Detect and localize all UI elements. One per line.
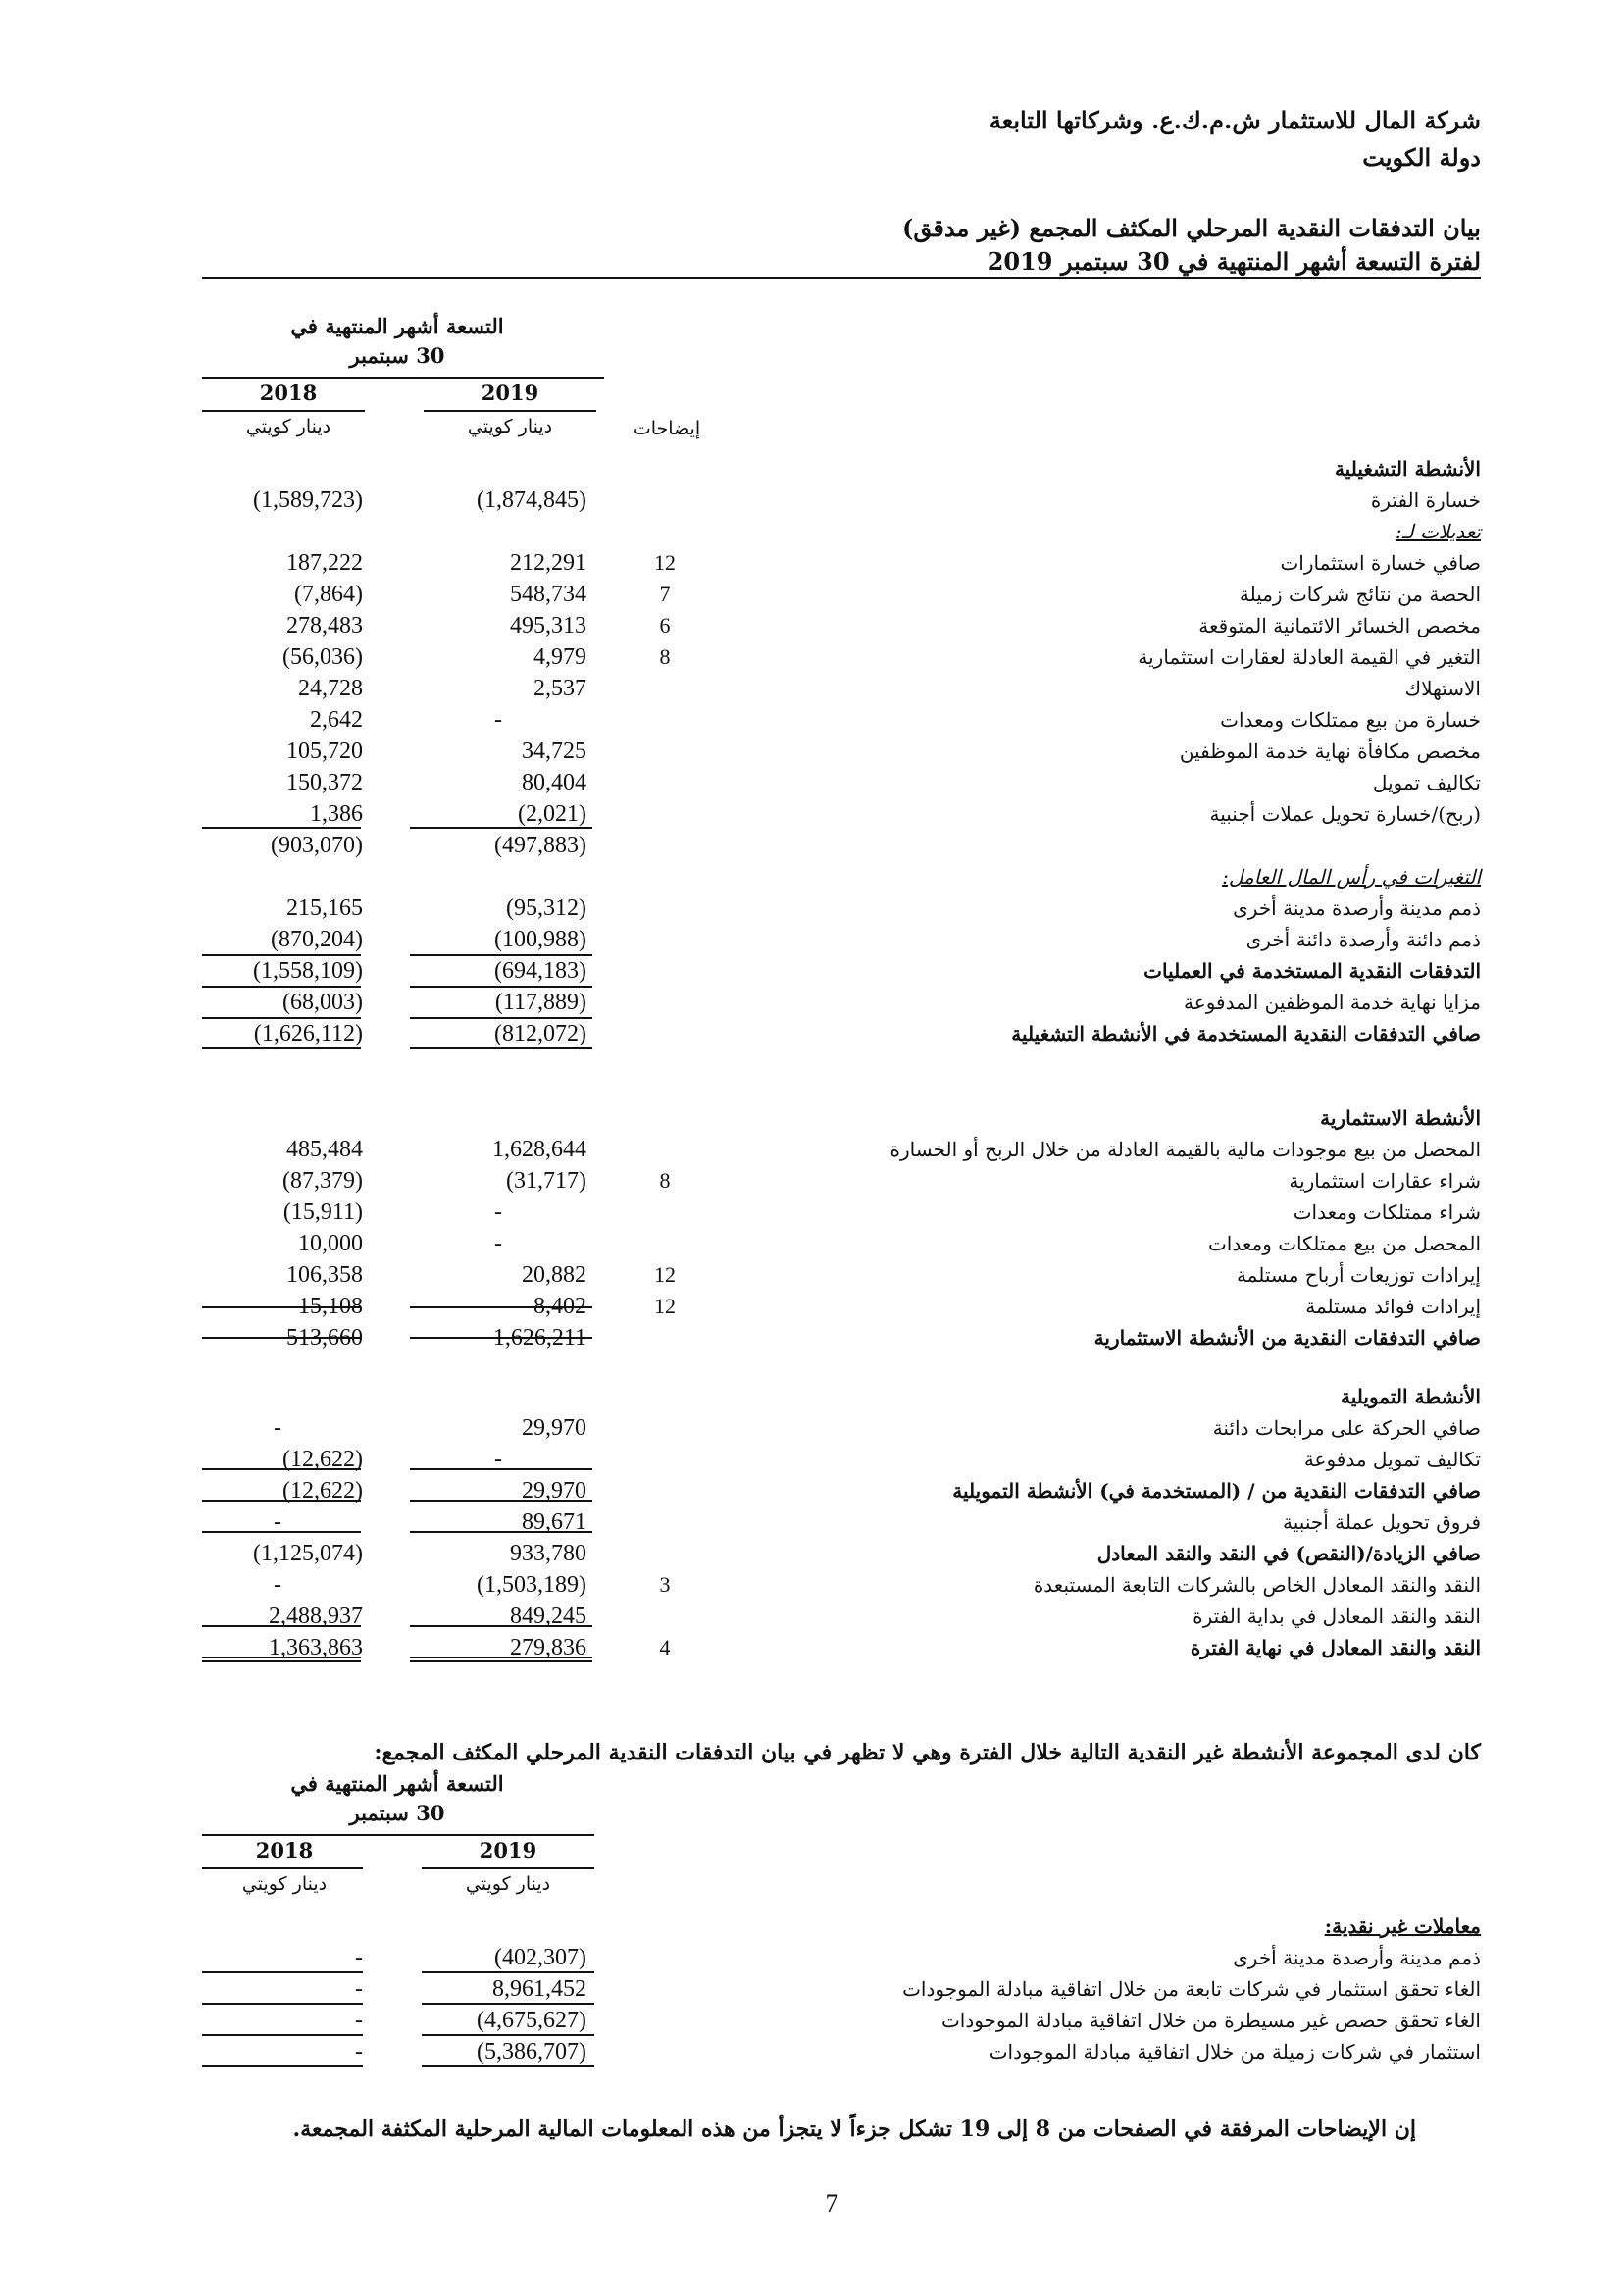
row-note: 7 xyxy=(659,582,671,606)
row-label: مزايا نهاية خدمة الموظفين المدفوعة xyxy=(1184,991,1481,1014)
value-2019: 20,882 xyxy=(522,1262,586,1288)
table-row xyxy=(0,1475,1624,1506)
value-2018: (56,036) xyxy=(282,644,363,670)
value-2018: - xyxy=(274,1509,281,1535)
value-2019: (1,503,189) xyxy=(477,1572,586,1598)
table-row xyxy=(0,1632,1624,1663)
value-2019: (31,717) xyxy=(506,1168,586,1194)
noncash-title: معاملات غير نقدية: xyxy=(1324,1914,1481,1938)
value-2019: - xyxy=(494,1447,502,1472)
table-row xyxy=(0,830,1624,861)
value-2019: 89,671 xyxy=(522,1509,586,1535)
noncash-value-2019: (402,307) xyxy=(494,1945,586,1970)
total-rule-2019 xyxy=(410,1337,592,1339)
year-2019-rule xyxy=(424,410,596,412)
row-label: خسارة من بيع ممتلكات ومعدات xyxy=(1220,708,1481,732)
value-2019: 29,970 xyxy=(522,1415,586,1441)
value-2019: 8,402 xyxy=(533,1294,586,1319)
value-2019: 212,291 xyxy=(510,550,586,576)
period-heading-line1: التسعة أشهر المنتهية في xyxy=(290,314,504,338)
row-note: 12 xyxy=(654,1262,676,1287)
table-row xyxy=(0,547,1624,579)
value-2018: (12,622) xyxy=(282,1447,363,1472)
row-label: النقد والنقد المعادل في بداية الفترة xyxy=(1193,1605,1481,1628)
value-2018: - xyxy=(274,1415,281,1441)
row-label: ذمم دائنة وأرصدة دائنة أخرى xyxy=(1245,928,1481,951)
noncash-year-2018-heading: 2018 xyxy=(255,1838,314,1862)
table-row xyxy=(0,1412,1624,1444)
value-2019: 279,836 xyxy=(510,1635,586,1660)
value-2019: (497,883) xyxy=(494,833,586,858)
noncash-row-label: الغاء تحقق حصص غير مسيطرة من خلال اتفاقية مبادلة الموجودات xyxy=(940,2009,1481,2032)
noncash-value-2018: - xyxy=(355,2008,363,2033)
value-2018: (12,622) xyxy=(282,1478,363,1504)
value-2018: 513,660 xyxy=(286,1325,363,1351)
row-label: صافي التدفقات النقدية من / (المستخدمة في) الأنشطة التمويلية xyxy=(952,1479,1481,1503)
table-row xyxy=(0,1506,1624,1538)
footer-note: إن الإيضاحات المرفقة في الصفحات من 8 إلى 19 تشكل جزءاً لا يتجزأ من هذه المعلومات المالية المرحلية المكثفة المجمعة. xyxy=(292,2116,1416,2142)
value-2018: (1,589,723) xyxy=(253,487,363,513)
noncash-row xyxy=(0,1973,1624,2005)
currency-2018-heading: دينار كويتي xyxy=(245,416,331,437)
noncash-value-2019: (5,386,707) xyxy=(477,2039,586,2065)
table-row xyxy=(0,1102,1624,1134)
value-2019: (1,874,845) xyxy=(477,487,586,513)
table-row xyxy=(0,1444,1624,1475)
subtotal-rule-2019 xyxy=(410,1306,592,1308)
row-label: إيرادات فوائد مستلمة xyxy=(1305,1295,1481,1318)
value-2018: 485,484 xyxy=(286,1137,363,1162)
total-double-rule-2019 xyxy=(410,1660,592,1662)
value-2018: 2,488,937 xyxy=(269,1604,363,1629)
row-note: 12 xyxy=(654,1294,676,1318)
total-rule-2018 xyxy=(202,1047,361,1049)
subtotal-rule-2019 xyxy=(410,1625,592,1627)
noncash-currency-2018: دينار كويتي xyxy=(241,1873,328,1895)
row-note: 3 xyxy=(659,1572,671,1597)
value-2019: - xyxy=(494,707,502,733)
value-2019: (694,183) xyxy=(494,958,586,984)
subtotal-rule-2019 xyxy=(410,1017,592,1019)
total-rule-2019 xyxy=(410,1657,592,1658)
table-row xyxy=(0,1538,1624,1569)
value-2019: 849,245 xyxy=(510,1604,586,1629)
row-label: تكاليف تمويل مدفوعة xyxy=(1303,1448,1481,1471)
period-heading-line2: 30 سبتمبر xyxy=(349,343,445,368)
row-label: فروق تحويل عملة أجنبية xyxy=(1283,1510,1481,1534)
table-row xyxy=(0,736,1624,767)
row-note: 8 xyxy=(659,1168,671,1193)
row-label: صافي خسارة استثمارات xyxy=(1280,551,1481,575)
value-2018: (7,864) xyxy=(294,582,363,607)
table-row xyxy=(0,1165,1624,1197)
noncash-rule-2018 xyxy=(202,2065,363,2067)
row-label: تعديلات لـ: xyxy=(1395,520,1481,543)
value-2018: 187,222 xyxy=(286,550,363,576)
currency-2019-heading: دينار كويتي xyxy=(467,416,553,437)
noncash-period-heading-line2: 30 سبتمبر xyxy=(349,1801,445,1825)
row-label: خسارة الفترة xyxy=(1370,488,1481,512)
subtotal-rule-2018 xyxy=(202,1017,361,1019)
noncash-value-2019: 8,961,452 xyxy=(492,1976,586,2002)
row-label: شراء عقارات استثمارية xyxy=(1289,1169,1481,1193)
noncash-row xyxy=(0,2005,1624,2036)
statement-period: لفترة التسعة أشهر المنتهية في 30 سبتمبر 2019 xyxy=(987,247,1481,276)
value-2019: 80,404 xyxy=(522,770,586,795)
row-label: مخصص الخسائر الائتمانية المتوقعة xyxy=(1198,614,1481,637)
subtotal-rule-2019 xyxy=(410,827,592,829)
table-row xyxy=(0,516,1624,547)
row-note: 4 xyxy=(659,1635,671,1659)
value-2018: 278,483 xyxy=(286,613,363,638)
value-2019: 548,734 xyxy=(510,582,586,607)
subtotal-rule-2018 xyxy=(202,1306,361,1308)
table-row xyxy=(0,610,1624,641)
table-row xyxy=(0,861,1624,892)
noncash-rule-2019 xyxy=(422,2065,594,2067)
noncash-value-2019: (4,675,627) xyxy=(477,2008,586,2033)
value-2018: 24,728 xyxy=(298,676,363,701)
table-row xyxy=(0,1134,1624,1165)
noncash-intro: كان لدى المجموعة الأنشطة غير النقدية التالية خلال الفترة وهي لا تظهر في بيان التدفقات النقدية المرحلي المكثف المجمع: xyxy=(374,1740,1481,1765)
value-2018: (1,626,112) xyxy=(253,1021,363,1046)
value-2018: 15,108 xyxy=(298,1294,363,1319)
noncash-period-rule xyxy=(202,1834,594,1836)
value-2019: 495,313 xyxy=(510,613,586,638)
table-row xyxy=(0,924,1624,955)
noncash-value-2018: - xyxy=(355,1945,363,1970)
value-2019: (2,021) xyxy=(518,801,586,827)
noncash-currency-2019: دينار كويتي xyxy=(465,1873,551,1895)
table-row xyxy=(0,798,1624,830)
year-2018-heading: 2018 xyxy=(259,381,318,405)
row-label: المحصل من بيع موجودات مالية بالقيمة العادلة من خلال الربح أو الخسارة xyxy=(889,1138,1481,1161)
notes-heading: إيضاحات xyxy=(633,418,701,439)
page-number: 7 xyxy=(825,2189,838,2218)
company-name: شركة المال للاستثمار ش.م.ك.ع. وشركاتها التابعة xyxy=(989,106,1481,134)
table-row xyxy=(0,673,1624,704)
table-row xyxy=(0,892,1624,924)
value-2018: 1,386 xyxy=(310,801,363,827)
year-2018-rule xyxy=(202,410,365,412)
subtotal-rule-2019 xyxy=(410,1500,592,1502)
value-2018: (1,125,074) xyxy=(253,1541,363,1566)
row-label: إيرادات توزيعات أرباح مستلمة xyxy=(1236,1263,1481,1287)
row-label: الأنشطة الاستثمارية xyxy=(1320,1106,1481,1130)
table-row xyxy=(0,1381,1624,1412)
table-row xyxy=(0,484,1624,516)
row-label: ذمم مدينة وأرصدة مدينة أخرى xyxy=(1233,896,1481,920)
row-label: الأنشطة التشغيلية xyxy=(1334,457,1481,481)
value-2019: (117,889) xyxy=(494,990,586,1015)
table-row xyxy=(0,1259,1624,1291)
noncash-year-2018-rule xyxy=(202,1867,363,1869)
table-row xyxy=(0,579,1624,610)
row-label: صافي الزيادة/(النقص) في النقد والنقد المعادل xyxy=(1096,1542,1481,1565)
row-label: التغير في القيمة العادلة لعقارات استثمارية xyxy=(1138,645,1481,669)
noncash-value-2018: - xyxy=(355,2039,363,2065)
row-note: 12 xyxy=(654,550,676,575)
value-2018: 105,720 xyxy=(286,739,363,764)
row-note: 8 xyxy=(659,644,671,669)
value-2018: 215,165 xyxy=(286,895,363,921)
row-note: 6 xyxy=(659,613,671,637)
value-2018: (87,379) xyxy=(282,1168,363,1194)
value-2019: 933,780 xyxy=(510,1541,586,1566)
statement-title: بيان التدفقات النقدية المرحلي المكثف المجمع (غير مدقق) xyxy=(902,214,1481,242)
header-rule xyxy=(202,277,1481,279)
period-heading-rule xyxy=(202,377,604,379)
value-2018: 106,358 xyxy=(286,1262,363,1288)
row-label: صافي الحركة على مرابحات دائنة xyxy=(1212,1416,1481,1440)
value-2019: (95,312) xyxy=(506,895,586,921)
total-double-rule-2018 xyxy=(202,1660,361,1662)
value-2019: - xyxy=(494,1199,502,1225)
value-2019: 1,626,211 xyxy=(492,1325,586,1351)
table-row xyxy=(0,453,1624,484)
subtotal-rule-2019 xyxy=(410,954,592,956)
table-row xyxy=(0,1228,1624,1259)
row-label: الأنشطة التمويلية xyxy=(1341,1385,1481,1408)
value-2019: - xyxy=(494,1231,502,1256)
table-row xyxy=(0,955,1624,987)
row-label: شراء ممتلكات ومعدات xyxy=(1293,1200,1481,1224)
value-2019: 34,725 xyxy=(522,739,586,764)
subtotal-rule-2018 xyxy=(202,1625,361,1627)
value-2019: 29,970 xyxy=(522,1478,586,1504)
subtotal-rule-2018 xyxy=(202,1468,361,1470)
row-label: التغيرات في رأس المال العامل: xyxy=(1222,865,1481,889)
value-2018: (1,558,109) xyxy=(253,958,363,984)
table-row xyxy=(0,767,1624,798)
noncash-year-2019-rule xyxy=(422,1867,594,1869)
subtotal-rule-2018 xyxy=(202,986,361,988)
subtotal-rule-2019 xyxy=(410,986,592,988)
value-2019: (812,072) xyxy=(494,1021,586,1046)
value-2018: 150,372 xyxy=(286,770,363,795)
subtotal-rule-2018 xyxy=(202,1500,361,1502)
row-label: صافي التدفقات النقدية المستخدمة في الأنشطة التشغيلية xyxy=(1011,1022,1481,1045)
subtotal-rule-2019 xyxy=(410,1531,592,1533)
row-label: مخصص مكافأة نهاية خدمة الموظفين xyxy=(1179,739,1481,763)
country: دولة الكويت xyxy=(1362,143,1481,172)
value-2018: (870,204) xyxy=(271,927,363,952)
noncash-year-2019-heading: 2019 xyxy=(479,1838,537,1862)
table-row xyxy=(0,1197,1624,1228)
noncash-row-label: ذمم مدينة وأرصدة مدينة أخرى xyxy=(1233,1946,1481,1969)
subtotal-rule-2018 xyxy=(202,954,361,956)
row-label: النقد والنقد المعادل الخاص بالشركات التابعة المستبعدة xyxy=(1033,1573,1481,1597)
subtotal-rule-2018 xyxy=(202,1531,361,1533)
table-row xyxy=(0,1601,1624,1632)
total-rule-2018 xyxy=(202,1657,361,1658)
noncash-row xyxy=(0,1942,1624,1973)
row-label: تكاليف تمويل xyxy=(1372,771,1481,794)
value-2018: (903,070) xyxy=(271,833,363,858)
table-row xyxy=(0,641,1624,673)
value-2018: (15,911) xyxy=(282,1199,363,1225)
subtotal-rule-2019 xyxy=(410,1468,592,1470)
noncash-row-label: الغاء تحقق استثمار في شركات تابعة من خلال اتفاقية مبادلة الموجودات xyxy=(902,1977,1481,2001)
total-rule-2018 xyxy=(202,1337,361,1339)
row-label: صافي التدفقات النقدية من الأنشطة الاستثمارية xyxy=(1093,1326,1481,1350)
table-row xyxy=(0,1018,1624,1049)
value-2018: - xyxy=(274,1572,281,1598)
noncash-period-heading-line1: التسعة أشهر المنتهية في xyxy=(290,1771,504,1796)
row-label: (ربح)/خسارة تحويل عملات أجنبية xyxy=(1209,802,1481,826)
subtotal-rule-2018 xyxy=(202,827,361,829)
table-row xyxy=(0,987,1624,1018)
row-label: الحصة من نتائج شركات زميلة xyxy=(1239,583,1481,606)
value-2018: 1,363,863 xyxy=(269,1635,363,1660)
value-2018: 2,642 xyxy=(310,707,363,733)
table-row xyxy=(0,704,1624,736)
year-2019-heading: 2019 xyxy=(481,381,539,405)
table-row xyxy=(0,1569,1624,1601)
row-label: المحصل من بيع ممتلكات ومعدات xyxy=(1207,1232,1481,1255)
value-2019: 2,537 xyxy=(533,676,586,701)
value-2018: (68,003) xyxy=(282,990,363,1015)
row-label: التدفقات النقدية المستخدمة في العمليات xyxy=(1143,959,1481,983)
value-2019: 4,979 xyxy=(533,644,586,670)
value-2018: 10,000 xyxy=(298,1231,363,1256)
row-label: الاستهلاك xyxy=(1404,677,1481,700)
row-label: النقد والنقد المعادل في نهاية الفترة xyxy=(1190,1636,1481,1659)
total-rule-2019 xyxy=(410,1047,592,1049)
value-2019: (100,988) xyxy=(494,927,586,952)
noncash-value-2018: - xyxy=(355,1976,363,2002)
noncash-row xyxy=(0,2036,1624,2067)
value-2019: 1,628,644 xyxy=(492,1137,586,1162)
noncash-row-label: استثمار في شركات زميلة من خلال اتفاقية مبادلة الموجودات xyxy=(989,2040,1481,2064)
